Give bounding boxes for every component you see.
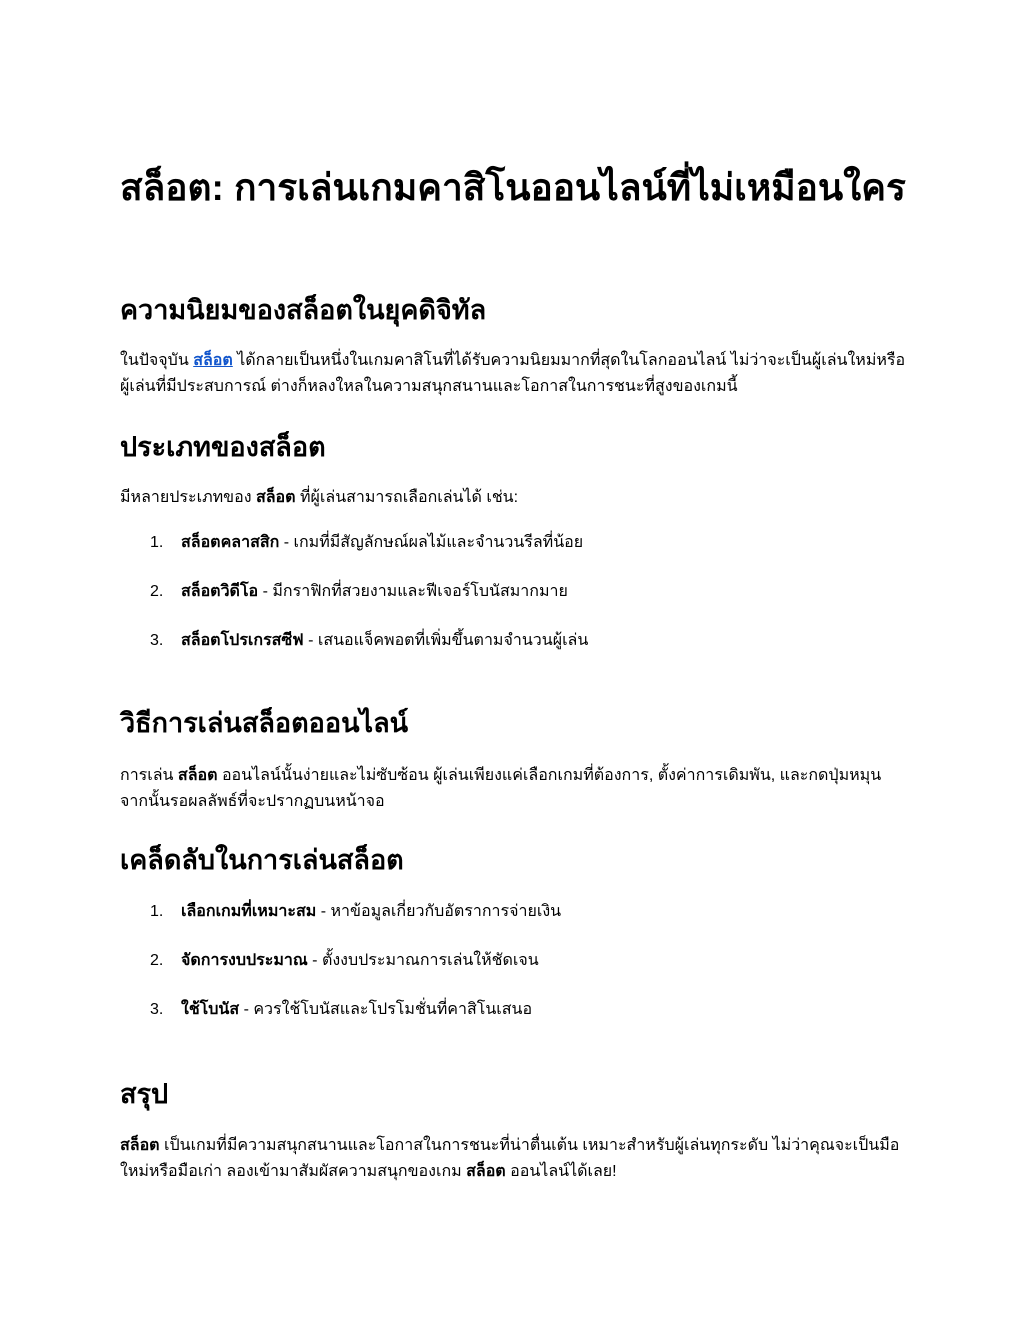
bold-text: สล็อต xyxy=(255,489,296,506)
text: - หาข้อมูลเกี่ยวกับอัตราการจ่ายเงิน xyxy=(316,903,562,920)
text: - เกมที่มีสัญลักษณ์ผลไม้และจำนวนรีลที่น้อย xyxy=(279,534,584,551)
paragraph-types-intro xyxy=(120,485,910,511)
list-text xyxy=(181,899,561,925)
text: มีหลายประเภทของ xyxy=(120,489,256,506)
heading-types: ประเภทของสล็อต xyxy=(120,432,326,462)
list-number: 3. xyxy=(150,632,164,649)
list-text xyxy=(181,628,588,654)
bold-text: สล็อต xyxy=(120,1137,160,1154)
paragraph-summary xyxy=(120,1133,910,1185)
bold-text: จัดการงบประมาณ xyxy=(181,952,308,969)
text: ในปัจจุบัน xyxy=(120,352,194,369)
heading-howto: วิธีการเล่นสล็อตออนไลน์ xyxy=(120,708,409,738)
bold-text: สล็อต xyxy=(177,767,218,784)
text: ที่ผู้เล่นสามารถเลือกเล่นได้ เช่น: xyxy=(295,489,519,506)
paragraph-popularity xyxy=(120,348,910,400)
list-item xyxy=(120,899,910,925)
list-item xyxy=(120,579,910,605)
paragraph-howto xyxy=(120,763,910,815)
list-item xyxy=(120,948,910,974)
heading-tips: เคล็ดลับในการเล่นสล็อต xyxy=(120,845,404,875)
list-number: 1. xyxy=(150,903,164,920)
list-item xyxy=(120,530,910,556)
text: ออนไลน์นั้นง่ายและไม่ซับซ้อน ผู้เล่นเพียงแค่เลือกเกมที่ต้องการ, ตั้งค่าการเดิมพัน, และกดปุ่มหมุน จากนั้นรอผลลัพธ์ที่จะปรากฏบนหน้าจอ xyxy=(120,767,882,810)
text: ออนไลน์ได้เลย! xyxy=(505,1163,617,1180)
bold-text: ใช้โบนัส xyxy=(181,1001,240,1018)
bold-text: สล็อตคลาสสิก xyxy=(181,534,280,551)
text: เป็นเกมที่มีความสนุกสนานและโอกาสในการชนะที่น่าตื่นเต้น เหมาะสำหรับผู้เล่นทุกระดับ ไม่ว่าคุณจะเป็นมือใหม่หรือมือเก่า ลองเข้ามาสัมผัสความสนุกของเกม xyxy=(120,1137,900,1180)
list-text xyxy=(181,579,568,605)
list-number: 1. xyxy=(150,534,164,551)
heading-popularity: ความนิยมของสล็อตในยุคดิจิทัล xyxy=(120,295,487,325)
list-number: 2. xyxy=(150,952,164,969)
list-item xyxy=(120,997,910,1023)
heading-summary: สรุป xyxy=(120,1079,169,1109)
list-text xyxy=(181,997,532,1023)
bold-text: สล็อต xyxy=(466,1163,506,1180)
text: - ควรใช้โบนัสและโปรโมชั่นที่คาสิโนเสนอ xyxy=(239,1001,533,1018)
list-text xyxy=(181,948,539,974)
text: - ตั้งงบประมาณการเล่นให้ชัดเจน xyxy=(307,952,539,969)
list-number: 2. xyxy=(150,583,164,600)
text: - มีกราฟิกที่สวยงามและฟีเจอร์โบนัสมากมาย xyxy=(258,583,568,600)
list-text xyxy=(181,530,583,556)
list-number: 3. xyxy=(150,1001,164,1018)
bold-text: สล็อตโปรเกรสซีฟ xyxy=(181,632,304,649)
text: - เสนอแจ็คพอตที่เพิ่มขึ้นตามจำนวนผู้เล่น xyxy=(303,632,589,649)
types-list xyxy=(120,530,910,677)
text: การเล่น xyxy=(120,767,178,784)
bold-text: เลือกเกมที่เหมาะสม xyxy=(181,903,317,920)
tips-list xyxy=(120,899,910,1046)
slot-link[interactable]: สล็อต xyxy=(193,352,233,369)
list-item xyxy=(120,628,910,654)
bold-text: สล็อตวิดีโอ xyxy=(181,583,259,600)
page-title: สล็อต: การเล่นเกมคาสิโนออนไลน์ที่ไม่เหมือนใคร xyxy=(120,167,906,208)
text: ได้กลายเป็นหนึ่งในเกมคาสิโนที่ได้รับความนิยมมากที่สุดในโลกออนไลน์ ไม่ว่าจะเป็นผู้เล่นใหม่หรือผู้เล่นที่มีประสบการณ์ ต่างก็หลงใหลในความสนุกสนานและโอกาสในการชนะที่สูงของเกมนี้ xyxy=(120,352,906,395)
